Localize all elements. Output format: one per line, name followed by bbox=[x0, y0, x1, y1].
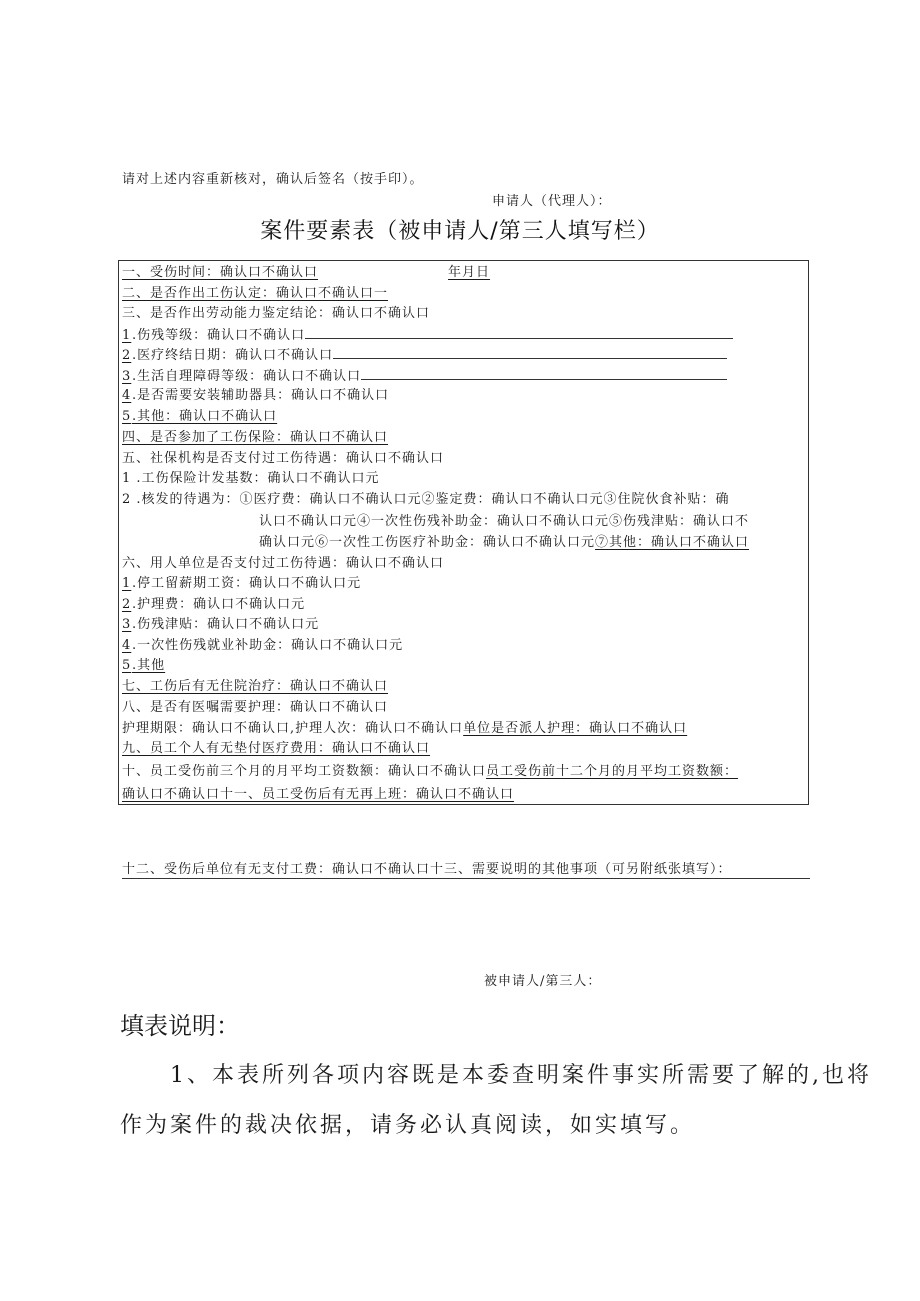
instructions-title: 填表说明： bbox=[120, 1012, 240, 1040]
row-social-security-paid: 五、社保机构是否支付过工伤待遇：确认口不确认口 bbox=[122, 451, 445, 466]
row-insurance-base: 1 .工伤保险计发基数：确认口不确认口元 bbox=[122, 471, 380, 486]
row-other-2 bbox=[122, 657, 165, 675]
row-benefits-a: 2 .核发的待遇为：①医疗费：确认口不确认口元②鉴定费：确认口不确认口元③住院伙食补贴：确 bbox=[122, 492, 730, 507]
row-medical-end-date bbox=[122, 346, 727, 365]
row-num: 3 bbox=[122, 617, 132, 632]
row-medical-end-date-text: .医疗终结日期：确认口不确认口 bbox=[132, 348, 334, 363]
row-num: 4 bbox=[122, 388, 132, 403]
row-num: 5 bbox=[122, 658, 132, 673]
row-employer-paid: 六、用人单位是否支付过工伤待遇：确认口不确认口 bbox=[122, 556, 445, 571]
row-benefits-c-text: 确认口元⑥一次性工伤医疗补助金：确认口不确认口元 bbox=[259, 535, 596, 550]
row-work-injury-recognition: 二、是否作出工伤认定：确认口不确认口一 bbox=[122, 286, 389, 301]
fill-line bbox=[305, 326, 733, 339]
row-nursing-period-text: 护理期限：确认口不确认口,护理人次：确认口不确认口 bbox=[122, 721, 464, 736]
row-benefits-b: 认口不确认口元④一次性伤残补助金：确认口不确认口元⑤伤残津贴：确认口不 bbox=[259, 514, 750, 529]
row-average-wage-3m: 十、员工受伤前三个月的月平均工资数额：确认口不确认口 bbox=[122, 764, 487, 779]
row-disability-allowance bbox=[122, 616, 319, 634]
row-suspension-wage-text: .停工留薪期工资：确认口不确认口元 bbox=[132, 576, 362, 591]
row-disability-level-text: .伤残等级：确认口不确认口 bbox=[132, 328, 306, 343]
form-title: 案件要素表（被申请人/第三人填写栏） bbox=[260, 219, 660, 244]
row-num: 1 bbox=[122, 328, 132, 343]
row-num: 1 bbox=[122, 576, 132, 591]
row-num: 4 bbox=[122, 638, 132, 653]
row-employment-subsidy bbox=[122, 637, 403, 655]
confirm-note: 请对上述内容重新核对，确认后签名（按手印）。 bbox=[122, 172, 424, 187]
row-self-care-level-text: .生活自理障碍等级：确认口不确认口 bbox=[132, 369, 362, 384]
row-num: 3 bbox=[122, 369, 132, 384]
row-disability-level bbox=[122, 326, 733, 345]
row-benefits-c-other: ⑦其他：确认口不确认口 bbox=[595, 535, 750, 550]
row-wage-paid-after-injury: 十二、受伤后单位有无支付工费：确认口不确认口十三、需要说明的其他事项（可另附纸张填写）： bbox=[122, 858, 810, 879]
row-employment-subsidy-text: .一次性伤残就业补助金：确认口不确认口元 bbox=[132, 638, 404, 653]
applicant-signature-label: 申请人（代理人）： bbox=[492, 194, 612, 209]
row-other-2-text: .其他 bbox=[132, 658, 166, 673]
row-nursing-period bbox=[122, 720, 687, 738]
row-nursing-required: 八、是否有医嘱需要护理：确认口不确认口 bbox=[122, 700, 389, 715]
row-insurance: 四、是否参加了工伤保险：确认口不确认口 bbox=[122, 430, 389, 445]
row-other-1-text: .其他：确认口不确认口 bbox=[132, 409, 278, 424]
respondent-signature-label: 被申请人/第三人： bbox=[484, 974, 602, 989]
fill-line bbox=[333, 346, 727, 359]
fill-line bbox=[361, 367, 727, 380]
instructions-paragraph-1: 1、本表所列各项内容既是本委查明案件事实所需要了解的,也将 bbox=[170, 1063, 872, 1088]
row-average-wage bbox=[122, 763, 738, 781]
row-nursing-fee bbox=[122, 596, 305, 614]
row-injury-time-date: 年月日 bbox=[448, 265, 491, 280]
case-elements-form bbox=[118, 260, 809, 805]
row-injury-time bbox=[122, 264, 496, 282]
row-num: 5 bbox=[122, 409, 132, 424]
row-advance-payment: 九、员工个人有无垫付医疗费用：确认口不确认口 bbox=[122, 741, 431, 756]
row-num: 2 bbox=[122, 597, 132, 612]
instructions-paragraph-2: 作为案件的裁决依据，请务必认真阅读，如实填写。 bbox=[120, 1113, 696, 1138]
row-disability-allowance-text: .伤残津贴：确认口不确认口元 bbox=[132, 617, 320, 632]
row-injury-time-text: 一、受伤时间：确认口不确认口 bbox=[122, 265, 319, 280]
row-num: 2 bbox=[122, 348, 132, 363]
row-average-wage-12m: 员工受伤前十二个月的月平均工资数额： bbox=[486, 764, 739, 779]
row-labor-capacity: 三、是否作出劳动能力鉴定结论：确认口不确认口 bbox=[122, 306, 431, 321]
row-assistive-devices-text: .是否需要安装辅助器具：确认口不确认口 bbox=[132, 388, 390, 403]
row-assistive-devices bbox=[122, 387, 389, 405]
row-benefits-c bbox=[259, 534, 749, 552]
row-nursing-fee-text: .护理费：确认口不确认口元 bbox=[132, 597, 306, 612]
row-hospitalization: 七、工伤后有无住院治疗：确认口不确认口 bbox=[122, 679, 389, 694]
row-unit-nurse: 单位是否派人护理：确认口不确认口 bbox=[463, 721, 688, 736]
row-self-care-level bbox=[122, 367, 727, 386]
row-suspension-wage bbox=[122, 575, 361, 593]
row-other-1 bbox=[122, 408, 277, 426]
row-return-to-work: 确认口不确认口十一、员工受伤后有无再上班：确认口不确认口 bbox=[122, 787, 515, 802]
